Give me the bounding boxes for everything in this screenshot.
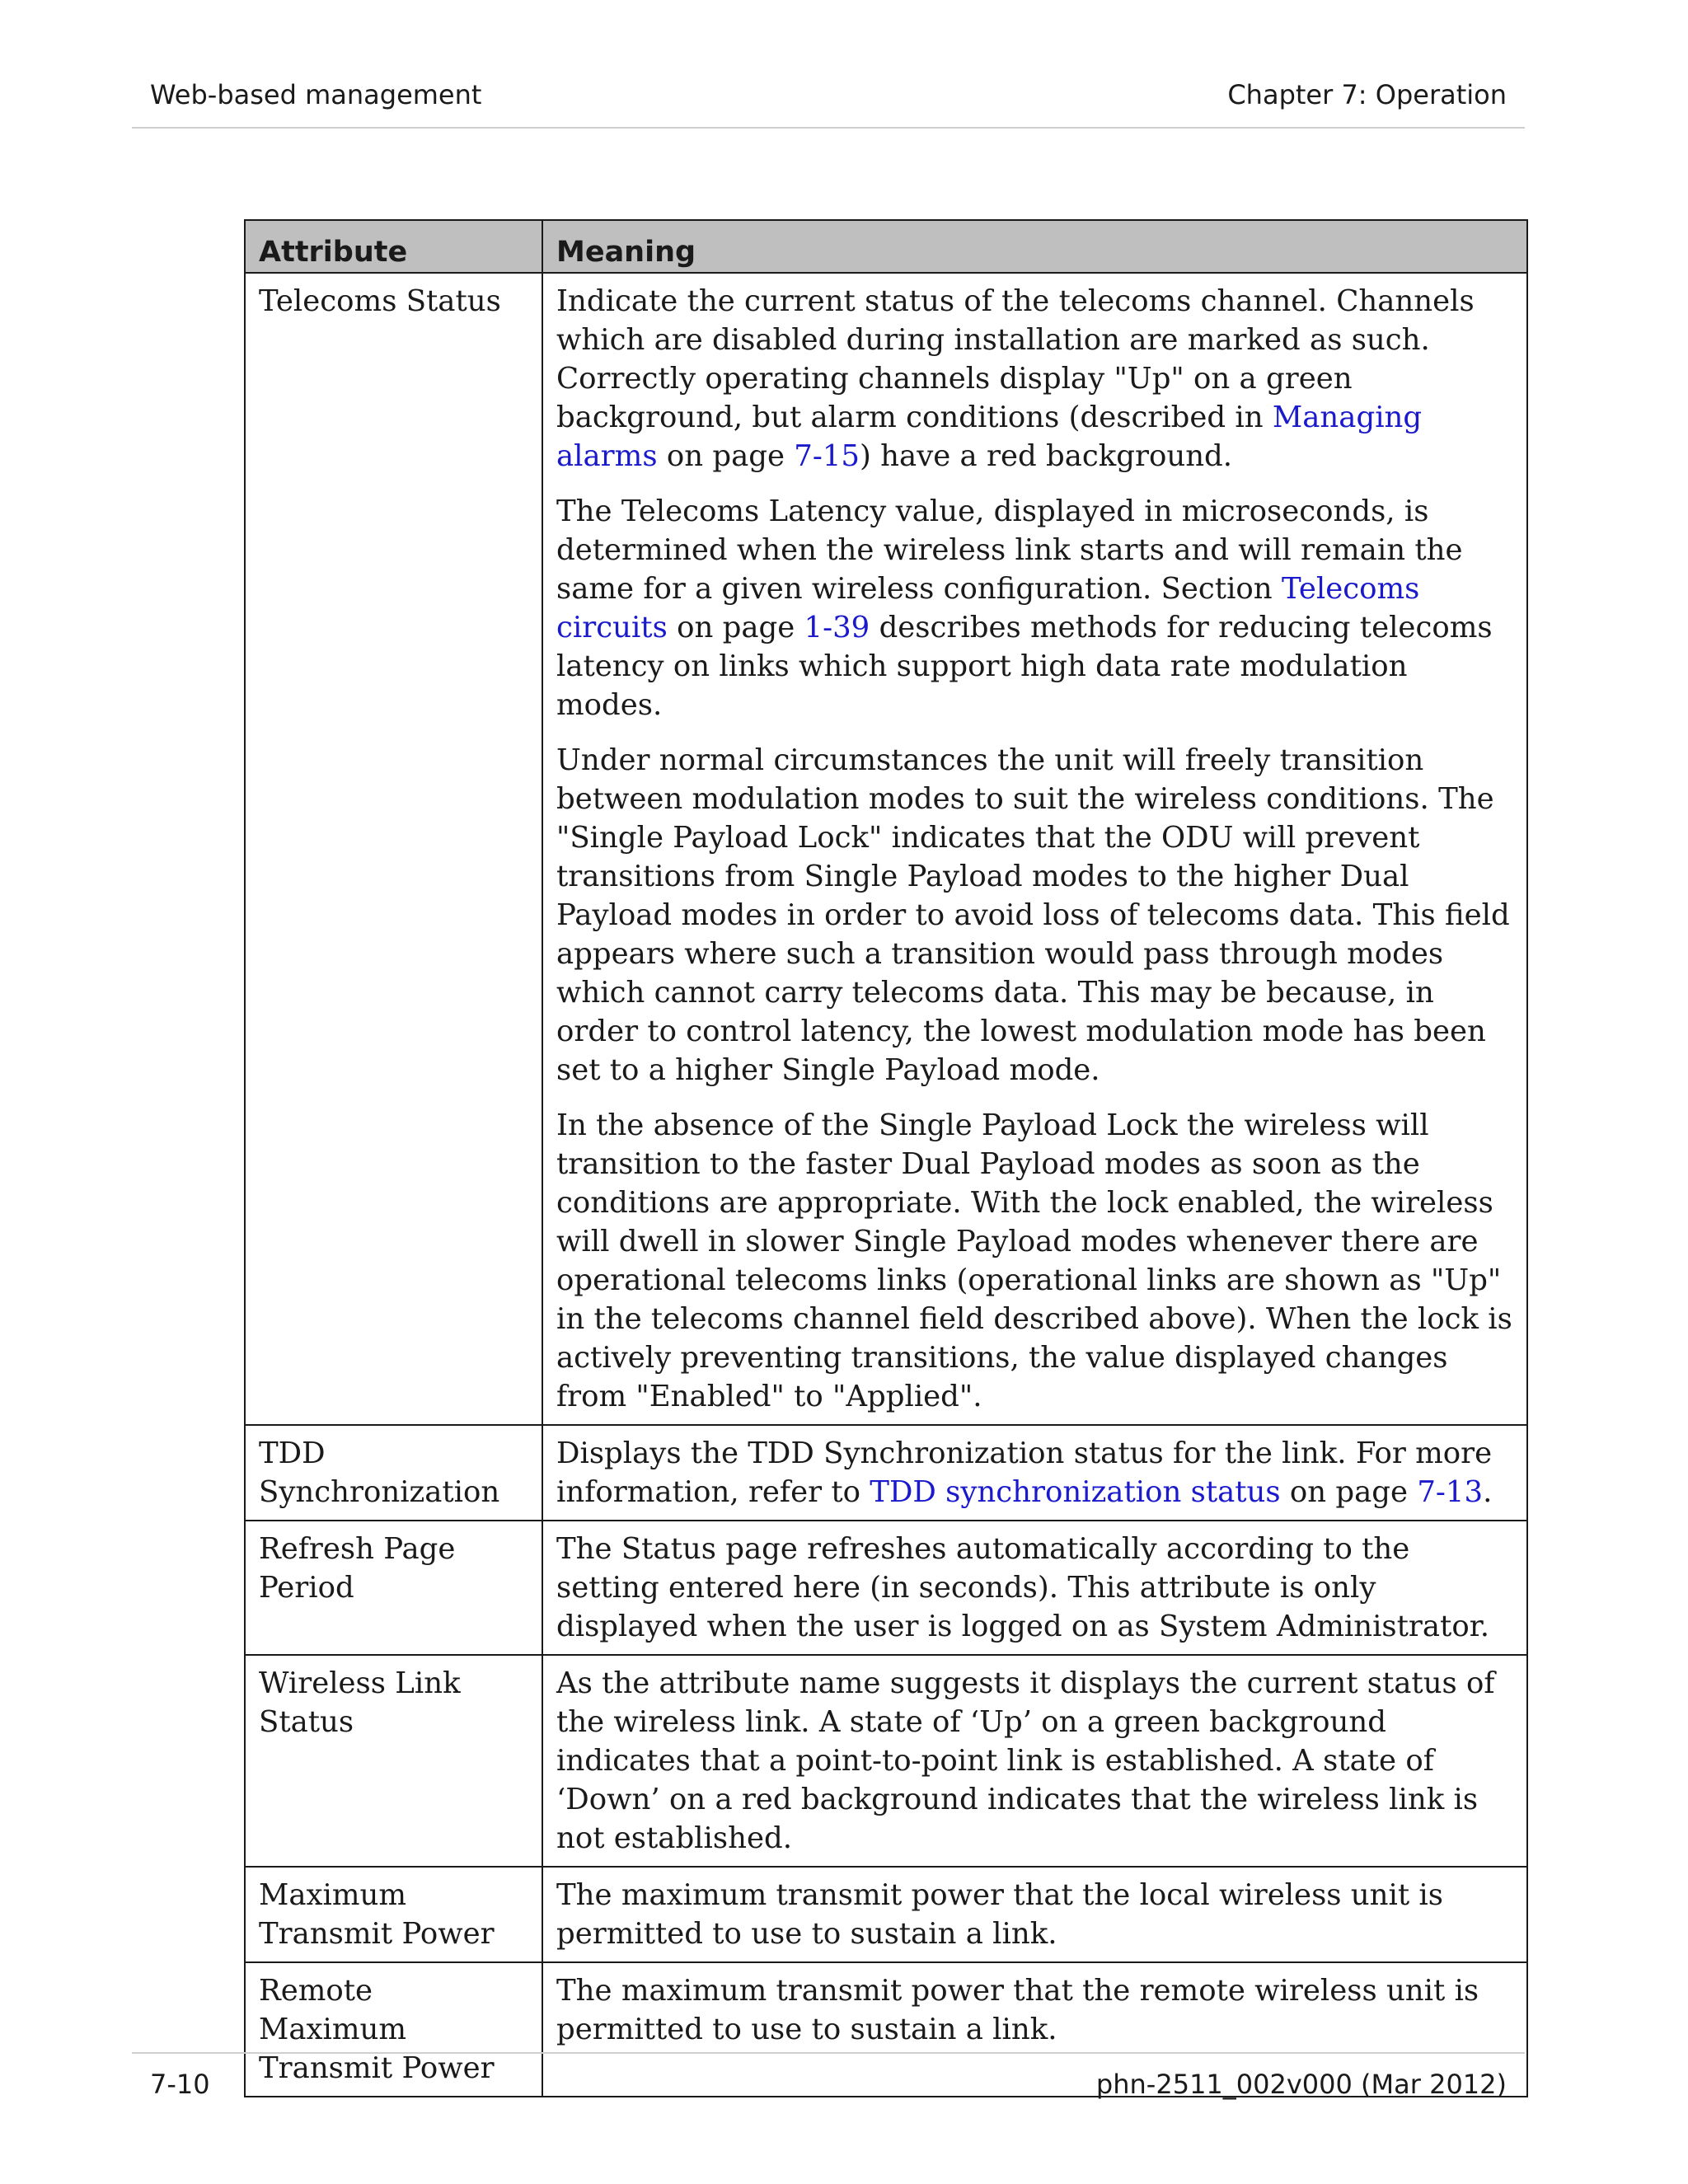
attribute-cell: Wireless Link Status — [245, 1655, 542, 1867]
page-number: 7-10 — [150, 2069, 210, 2100]
table-header-row — [245, 220, 1527, 273]
page-header — [132, 0, 1525, 129]
meaning-paragraph: Under normal circumstances the unit will freely transition between modulation modes to suit the wireless conditions. The "Single Payload Lock" indicates that the ODU will prevent transitions from Single Payload modes to the higher Dual Payload modes in order to avoid loss of telecoms data. This field appears where such a transition would pass through modes which cannot carry telecoms data. This may be because, in order to control latency, the lowest modulation mode has been set to a higher Single Payload mode. — [556, 743, 1510, 1087]
text-run: The Telecoms Latency value, displayed in microseconds, is determined when the wireless link starts and will remain the same for a given wireless configuration. Section — [556, 494, 1463, 606]
column-header-meaning: Meaning — [542, 220, 1527, 273]
meaning-cell: As the attribute name suggests it displays the current status of the wireless link. A state of ‘Up’ on a green background indicates that a point-to-point link is established. A state of ‘Down’ on a red background indicates that the wireless link is not established. — [542, 1655, 1527, 1867]
text-run: Displays the TDD Synchronization status for the link. For more information, refer to — [556, 1436, 1493, 1509]
meaning-paragraph: In the absence of the Single Payload Lock the wireless will transition to the faster Dual Payload modes as soon as the conditions are appropriate. With the lock enabled, the wireless will dwell in slower Single Payload modes whenever there are operational telecoms links (operational links are shown as "Up" in the telecoms channel field described above). When the lock is actively preventing transitions, the value displayed changes from "Enabled" to "Applied". — [556, 1108, 1512, 1413]
table-row — [245, 1867, 1527, 1962]
attribute-cell: Maximum Transmit Power — [245, 1867, 542, 1962]
meaning-paragraph — [556, 282, 1513, 476]
attribute-cell: Remote Maximum Transmit Power — [245, 1962, 542, 2097]
link-page-7-13[interactable]: 7-13 — [1417, 1475, 1484, 1509]
header-chapter-title: Chapter 7: Operation — [1227, 79, 1507, 110]
attribute-cell: TDD Synchronization — [245, 1425, 542, 1521]
page-footer — [132, 2052, 1525, 2100]
attribute-table — [244, 219, 1528, 2097]
column-header-attribute: Attribute — [245, 220, 542, 273]
table-row — [245, 1521, 1527, 1655]
meaning-cell: The maximum transmit power that the local wireless unit is permitted to use to sustain a link. — [542, 1867, 1527, 1962]
text-run: on page — [1280, 1475, 1418, 1509]
text-run: on page — [667, 611, 804, 644]
link-tdd-synchronization-status[interactable]: TDD synchronization status — [870, 1475, 1281, 1509]
text-run: ) have a red background. — [860, 439, 1233, 473]
text-run: describes methods for reducing telecoms latency on links which support high data rate modulation modes. — [556, 611, 1493, 722]
text-run: . — [1483, 1475, 1493, 1509]
table-row — [245, 273, 1527, 1425]
link-page-1-39[interactable]: 1-39 — [804, 611, 870, 644]
table-row — [245, 1655, 1527, 1867]
link-managing-alarms[interactable]: Managing alarms — [556, 401, 1423, 473]
document-id: phn-2511_002v000 (Mar 2012) — [1095, 2069, 1507, 2100]
meaning-cell — [542, 1425, 1527, 1521]
text-run: on page — [657, 439, 795, 473]
link-telecoms-circuits[interactable]: Telecoms circuits — [556, 572, 1420, 644]
table-row — [245, 1425, 1527, 1521]
meaning-cell: The Status page refreshes automatically according to the setting entered here (in seconds). This attribute is only displayed when the user is logged on as System Administrator. — [542, 1521, 1527, 1655]
attribute-cell: Telecoms Status — [245, 273, 542, 1425]
text-run: Indicate the current status of the telecoms channel. Channels which are disabled during installation are marked as such. Correctly operating channels display "Up" on a green background, but alarm conditions (described in — [556, 284, 1475, 434]
header-section-title: Web-based management — [150, 79, 482, 110]
attribute-cell: Refresh Page Period — [245, 1521, 542, 1655]
meaning-paragraph — [556, 1434, 1513, 1511]
meaning-cell: The maximum transmit power that the remote wireless unit is permitted to use to sustain a link. — [542, 1962, 1527, 2097]
link-page-7-15[interactable]: 7-15 — [794, 439, 860, 473]
meaning-cell — [542, 273, 1527, 1425]
meaning-paragraph — [556, 492, 1513, 724]
